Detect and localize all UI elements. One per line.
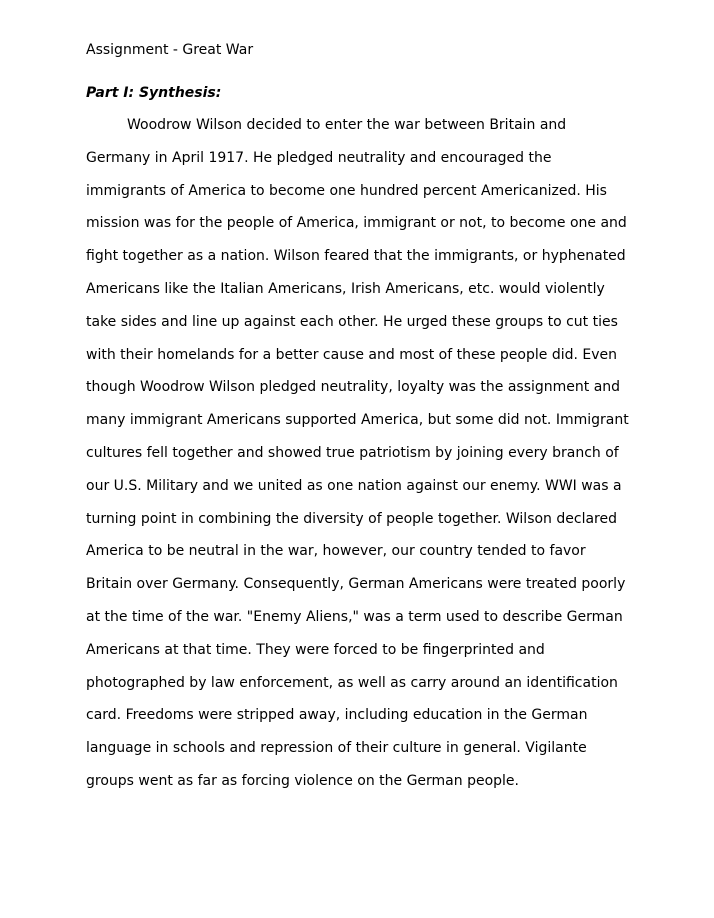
paragraph-line: with their homelands for a better cause and most of these people did. Even	[86, 346, 618, 363]
paragraph-line: fight together as a nation. Wilson feared that the immigrants, or hyphenated	[86, 248, 626, 265]
paragraph-line: immigrants of America to become one hundred percent Americanized. His	[86, 182, 607, 199]
body-paragraph	[86, 115, 646, 804]
section-title: Part I: Synthesis:	[86, 85, 222, 101]
paragraph-line: many immigrant Americans supported America, but some did not. Immigrant	[86, 412, 629, 429]
paragraph-line: Americans like the Italian Americans, Irish Americans, etc. would violently	[86, 280, 605, 297]
paragraph-line: card. Freedoms were stripped away, including education in the German	[86, 707, 588, 724]
paragraph-line: take sides and line up against each other. He urged these groups to cut ties	[86, 313, 618, 330]
paragraph-line: Americans at that time. They were forced to be fingerprinted and	[86, 641, 545, 658]
paragraph-line: mission was for the people of America, immigrant or not, to become one and	[86, 215, 627, 232]
paragraph-line: America to be neutral in the war, however, our country tended to favor	[86, 543, 586, 560]
paragraph-line: Britain over Germany. Consequently, German Americans were treated poorly	[86, 576, 626, 593]
paragraph-line: at the time of the war. "Enemy Aliens," was a term used to describe German	[86, 608, 623, 625]
paragraph-line: Woodrow Wilson decided to enter the war between Britain and	[127, 117, 567, 133]
document-header: Assignment - Great War	[86, 42, 254, 58]
paragraph-line: cultures fell together and showed true patriotism by joining every branch of	[86, 444, 619, 461]
paragraph-line: photographed by law enforcement, as well as carry around an identification	[86, 674, 618, 691]
paragraph-line: our U.S. Military and we united as one nation against our enemy. WWI was a	[86, 477, 622, 494]
paragraph-line: groups went as far as forcing violence on the German people.	[86, 772, 519, 789]
paragraph-line: language in schools and repression of their culture in general. Vigilante	[86, 740, 587, 757]
paragraph-line: though Woodrow Wilson pledged neutrality, loyalty was the assignment and	[86, 379, 621, 396]
paragraph-line: Germany in April 1917. He pledged neutrality and encouraged the	[86, 149, 552, 166]
paragraph-line: turning point in combining the diversity of people together. Wilson declared	[86, 510, 617, 527]
